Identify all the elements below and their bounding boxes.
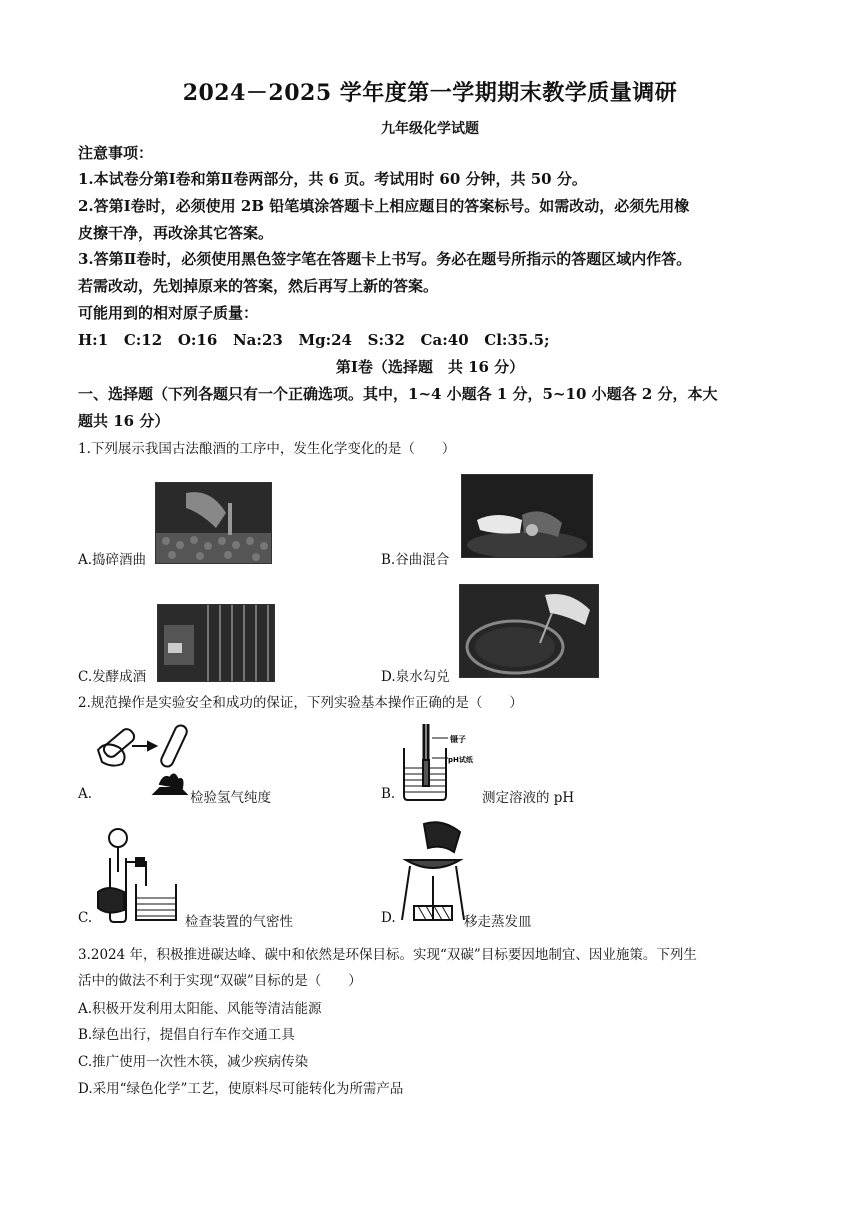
mixing-grain-photo-icon: [462, 475, 592, 557]
crushing-qu-photo-icon: [156, 483, 271, 563]
q2-stem: 2.规范操作是实验安全和成功的保证，下列实验基本操作正确的是（ ）: [78, 695, 523, 711]
fermentation-photo-icon: [158, 605, 274, 681]
section-instructions-line1: 一、选择题（下列各题只有一个正确选项。其中，1~4 小题各 1 分，5~10 小题各 2 分，本大: [78, 385, 718, 403]
q1-option-a: A.捣碎酒曲: [78, 552, 147, 568]
q3-option-c: C.推广使用一次性木筷，减少疾病传染: [78, 1054, 309, 1070]
q3-option-b: B.绿色出行，提倡自行车作交通工具: [78, 1027, 295, 1043]
q2-option-a-letter: A.: [78, 786, 93, 802]
q2-option-d-text: 移走蒸发皿: [464, 914, 532, 930]
tweezers-label: 镊子: [450, 735, 466, 744]
q2-option-b-text: 测定溶液的 pH: [482, 790, 575, 806]
notes-heading: 注意事项：: [78, 144, 154, 162]
note-3-line2: 若需改动，先划掉原来的答案，然后再写上新的答案。: [78, 277, 439, 295]
q1-photo-a: [155, 482, 272, 564]
section-heading: 第Ⅰ卷（选择题 共 16 分）: [335, 358, 525, 376]
note-2-line2: 皮擦干净，再改涂其它答案。: [78, 224, 274, 242]
q2-option-d-letter: D.: [381, 910, 396, 926]
q1-stem: 1.下列展示我国古法酿酒的工序中，发生化学变化的是（ ）: [78, 441, 456, 457]
note-2-line1: 2.答第Ⅰ卷时，必须使用 2B 铅笔填涂答题卡上相应题目的答案标号。如需改动，必须先用橡: [78, 197, 690, 215]
spring-water-blending-photo-icon: [460, 585, 598, 677]
q2-option-a-text: 检验氢气纯度: [190, 790, 271, 806]
section-instructions-line2: 题共 16 分）: [78, 412, 170, 430]
ph-paper-label: pH试纸: [448, 756, 473, 764]
atomic-mass-heading: 可能用到的相对原子质量：: [78, 304, 259, 322]
ph-measurement-diagram: [398, 720, 490, 804]
exam-subtitle: 九年级化学试题: [381, 121, 479, 137]
q1-photo-d: [459, 584, 599, 678]
q2-option-b-letter: B.: [381, 786, 396, 802]
atomic-mass-list: H:1 C:12 O:16 Na:23 Mg:24 S:32 Ca:40 Cl:35.5;: [78, 331, 550, 349]
q1-photo-c: [157, 604, 275, 682]
note-3-line1: 3.答第Ⅱ卷时，必须使用黑色签字笔在答题卡上书写。务必在题号所指示的答题区域内作答。: [78, 250, 692, 268]
q1-option-d: D.泉水勾兑: [381, 669, 450, 685]
q3-option-a: A.积极开发利用太阳能、风能等清洁能源: [78, 1001, 322, 1017]
q2-option-c-text: 检查装置的气密性: [185, 914, 293, 930]
exam-title: 2024－2025 学年度第一学期期末教学质量调研: [182, 80, 678, 106]
q3-stem-line1: 3.2024 年，积极推进碳达峰、碳中和依然是环保目标。实现“双碳”目标要因地制宜、因业施策。下列生: [78, 947, 697, 963]
q1-option-b: B.谷曲混合: [381, 552, 450, 568]
q1-photo-b: [461, 474, 593, 558]
note-1: 1.本试卷分第Ⅰ卷和第Ⅱ卷两部分，共 6 页。考试用时 60 分钟，共 50 分。: [78, 170, 587, 188]
q1-option-c: C.发酵成酒: [78, 669, 147, 685]
q3-stem-line2: 活中的做法不利于实现“双碳”目标的是（ ）: [78, 973, 362, 989]
airtightness-check-diagram: [92, 826, 182, 926]
evaporating-dish-diagram: [398, 820, 468, 926]
q3-option-d: D.采用“绿色化学”工艺，使原料尽可能转化为所需产品: [78, 1081, 404, 1097]
q2-option-c-letter: C.: [78, 910, 93, 926]
